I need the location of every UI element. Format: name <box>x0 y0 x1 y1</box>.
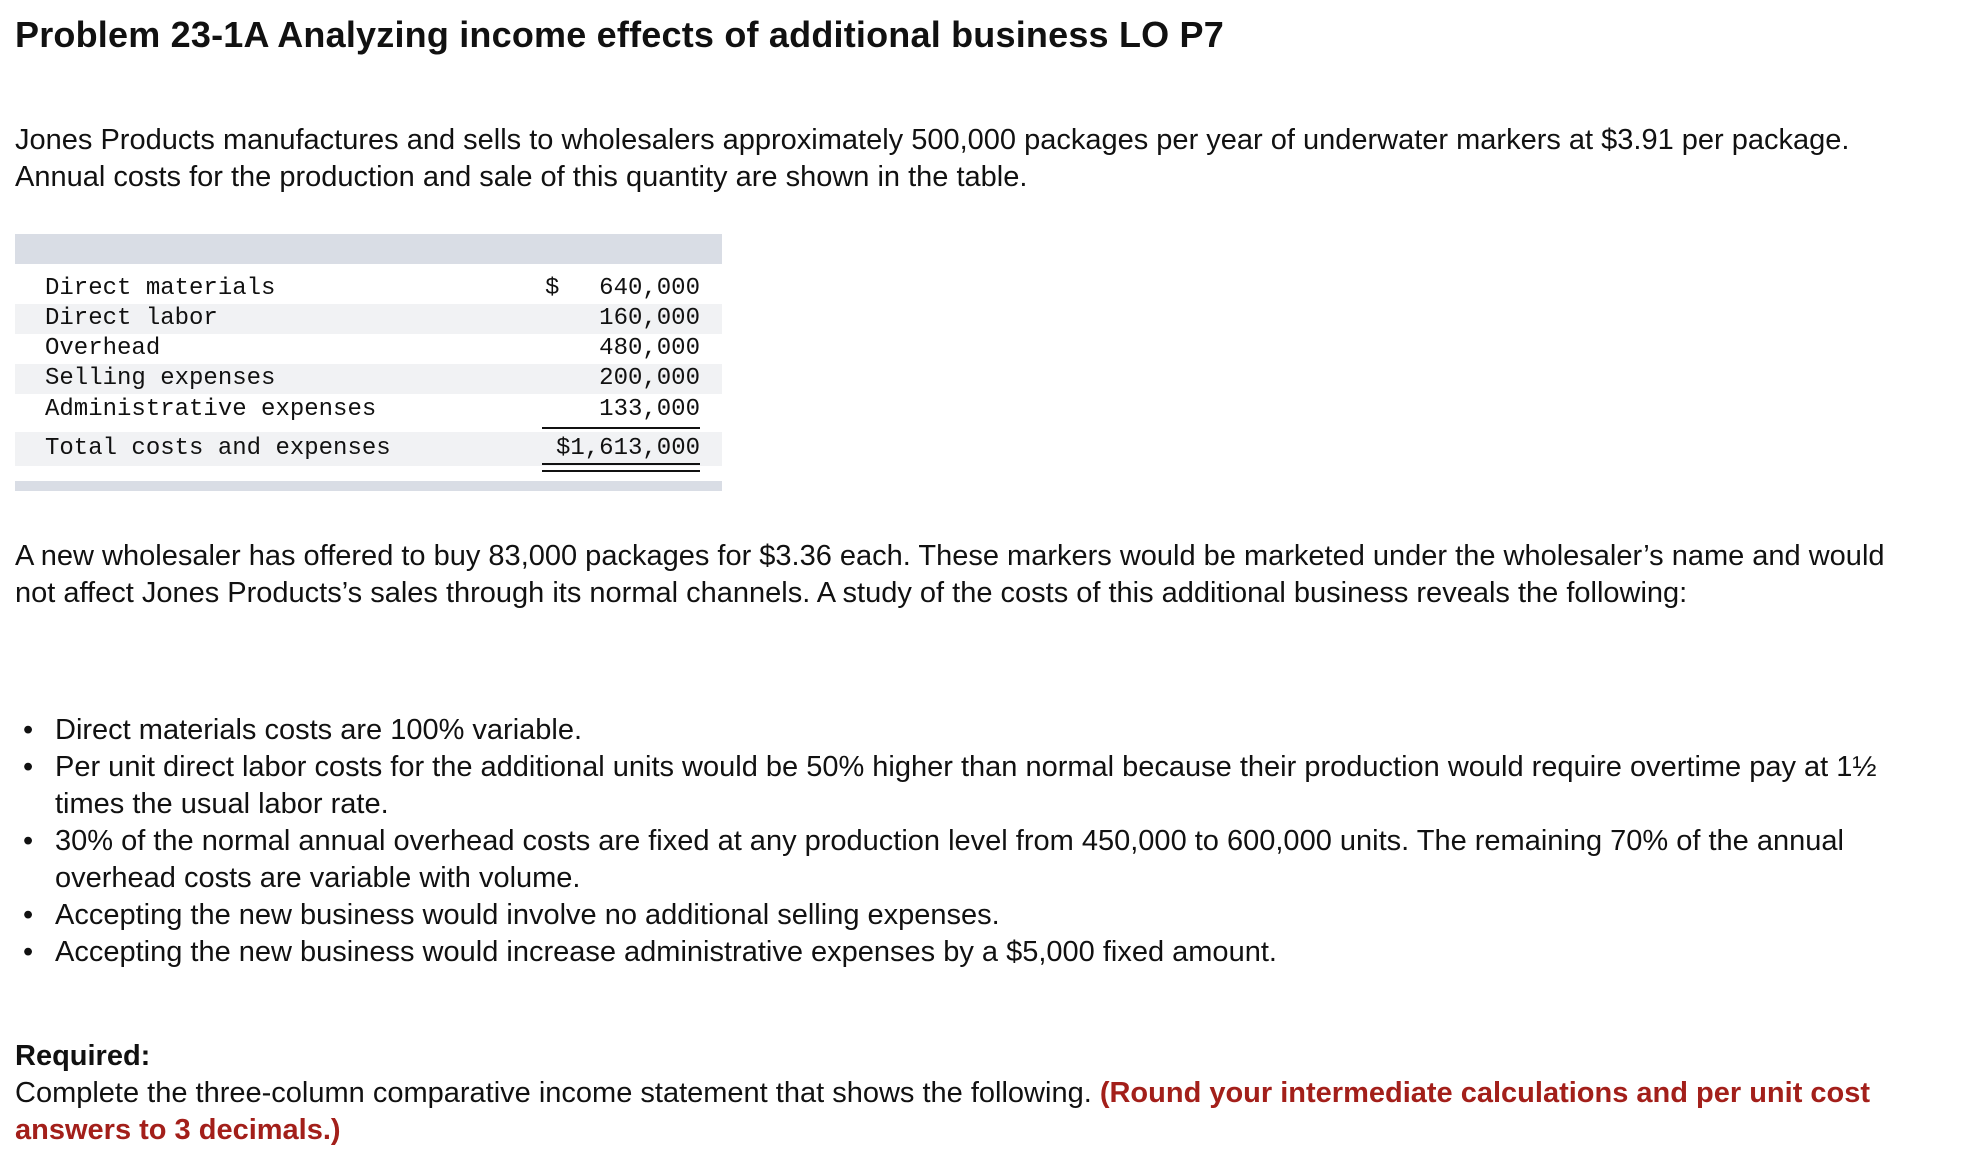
table-row <box>15 364 722 394</box>
row-label: Direct labor <box>45 305 218 332</box>
row-amount: 200,000 <box>599 365 700 392</box>
problem-title: Problem 23-1A Analyzing income effects of additional business LO P7 <box>15 14 1224 55</box>
table-footer-band <box>15 481 722 491</box>
list-item-text: Per unit direct labor costs for the additional units would be 50% higher than normal because their production would require overtime pay at 1½ times the usual labor rate. <box>55 751 1877 820</box>
table-row <box>15 304 722 334</box>
list-item <box>15 749 1935 823</box>
list-item <box>15 934 1935 971</box>
table-header-band <box>15 234 722 264</box>
list-item-text: 30% of the normal annual overhead costs are fixed at any production level from 450,000 to 600,000 units. The remaining 70% of the annual overhead costs are variable with volume. <box>55 825 1844 894</box>
table-row <box>15 395 722 425</box>
subtotal-rule <box>542 427 700 429</box>
row-label: Selling expenses <box>45 365 276 392</box>
row-amount: 160,000 <box>599 305 700 332</box>
cost-study-list <box>15 712 1935 971</box>
list-item-text: Accepting the new business would involve no additional selling expenses. <box>55 899 1000 931</box>
required-heading: Required: <box>15 1040 151 1072</box>
total-label: Total costs and expenses <box>45 435 391 462</box>
list-item-text: Accepting the new business would increase administrative expenses by a $5,000 fixed amount. <box>55 936 1277 968</box>
bullet-icon: • <box>23 825 34 857</box>
list-item <box>15 823 1935 897</box>
required-text: Complete the three-column comparative income statement that shows the following. <box>15 1077 1092 1109</box>
row-label: Direct materials <box>45 275 276 302</box>
row-label: Overhead <box>45 335 161 362</box>
row-label: Administrative expenses <box>45 396 377 423</box>
currency-symbol: $ <box>545 275 560 302</box>
offer-paragraph: A new wholesaler has offered to buy 83,000 packages for $3.36 each. These markers would be marketed under the wholesaler’s name and would not affect Jones Products’s sales through its normal channels. A study of the costs of this additional business reveals the following: <box>15 540 1885 609</box>
list-item-text: Direct materials costs are 100% variable. <box>55 714 583 746</box>
bullet-icon: • <box>23 899 34 931</box>
row-amount: 133,000 <box>599 396 700 423</box>
total-row <box>15 432 722 466</box>
row-amount: 480,000 <box>599 335 700 362</box>
cost-table <box>15 234 722 491</box>
rounding-note: (Round your intermediate calculations and per unit cost answers to 3 decimals.) <box>15 1077 1871 1146</box>
intro-paragraph: Jones Products manufactures and sells to wholesalers approximately 500,000 packages per year of underwater markers at $3.91 per package. Annual costs for the production and sale of this quantity are shown in the table. <box>15 124 1850 193</box>
row-amount: 640,000 <box>599 275 700 302</box>
table-row <box>15 274 722 304</box>
required-instructions <box>15 1075 1915 1149</box>
list-item <box>15 897 1935 934</box>
bullet-icon: • <box>23 751 34 783</box>
total-amount: $1,613,000 <box>555 435 700 462</box>
bullet-icon: • <box>23 714 34 746</box>
list-item <box>15 712 1935 749</box>
table-row <box>15 334 722 364</box>
bullet-icon: • <box>23 936 34 968</box>
total-double-rule <box>542 463 700 472</box>
